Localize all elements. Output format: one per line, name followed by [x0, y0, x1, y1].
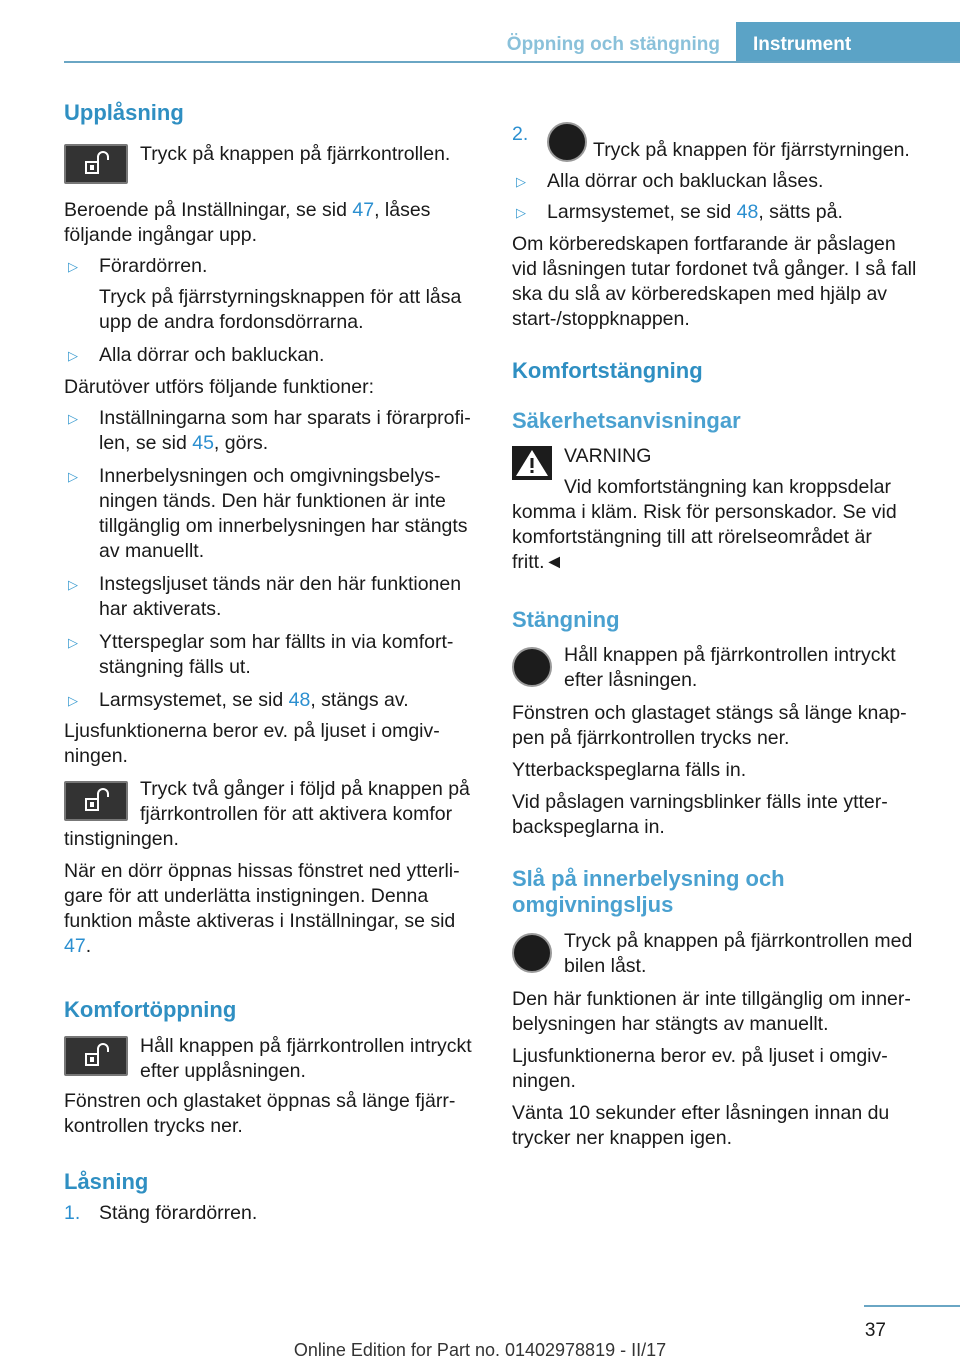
closing-instruction: Håll knappen på fjärrkontrollen intryckt efter låsningen. — [564, 644, 896, 691]
para-functions: Därutöver utförs följande funktioner: — [64, 376, 375, 398]
bmw-key-icon — [512, 933, 552, 973]
heading-comfort-closing: Komfortstängning — [512, 358, 703, 383]
header-chapter-tab[interactable]: Instrument — [736, 22, 960, 62]
bullet-triangle-icon: ▷ — [516, 205, 526, 220]
para-windows-close: Fönstren och glastaget stängs så länge knappen på fjärrkontrollen trycks ner. — [512, 702, 907, 749]
list-item: ▷ Innerbelysningen och omgivningsbelysningen tänds. Den här funktionen är inte tillgänglig om innerbelysningen har stängts av manuellt. — [68, 465, 468, 562]
list-item: ▷ Alla dörrar och bakluckan låses. — [516, 170, 824, 192]
bullet-triangle-icon: ▷ — [68, 411, 78, 426]
edition-note: Online Edition for Part no. 01402978819 - II/17 — [293, 1340, 667, 1360]
list-item: ▷ Inställningarna som har sparats i förarprofilen, se sid 45, görs. — [68, 407, 471, 454]
para-horn: Om körberedskapen fortfarande är påslagen vid låsningen tutar fordonet två gånger. I så fall ska du slå av körberedskapen med hjälp av start-/stoppknappen. — [512, 233, 917, 330]
page-link-47[interactable]: 47 — [64, 935, 86, 957]
page-link-45[interactable]: 45 — [192, 432, 214, 454]
bullet-triangle-icon: ▷ — [516, 174, 526, 189]
unlock-figure — [64, 142, 481, 192]
warning-figure — [512, 444, 926, 500]
para-light-functions: Ljusfunktionerna beror ev. på ljuset i omgivningen. — [512, 1045, 888, 1092]
list-item: ▷ Förardörren. Tryck på fjärrstyrningsknappen för att låsa upp de andra fordonsdörrarna. — [64, 254, 481, 335]
heading-locking: Låsning — [64, 1169, 149, 1194]
page-link-48[interactable]: 48 — [288, 689, 311, 711]
bullet-triangle-icon: ▷ — [68, 259, 78, 274]
para-wait: Vänta 10 sekunder efter låsningen innan du trycker ner knappen igen. — [512, 1102, 890, 1149]
bullet-triangle-icon: ▷ — [68, 469, 78, 484]
unlock-button-icon — [64, 1036, 128, 1076]
header-section-title: Öppning och stängning — [506, 34, 720, 55]
para-hazard-note: Vid påslagen varningsblinker fälls inte ytterbackspeglarna in. — [512, 791, 888, 838]
para-not-available: Den här funktionen är inte tillgänglig om innerbelysningen har stängts av manuellt. — [512, 988, 911, 1035]
warning-text: Vid komfortstängning kan kroppsdelar — [564, 476, 891, 498]
bullet-triangle-icon: ▷ — [68, 577, 78, 592]
bullet-triangle-icon: ▷ — [68, 693, 78, 708]
list-item: 1. Stäng förardörren. — [64, 1202, 258, 1224]
list-item: ▷ Alla dörrar och bakluckan. — [68, 344, 325, 366]
bmw-key-icon — [547, 122, 587, 162]
page-link-48[interactable]: 48 — [736, 201, 759, 223]
heading-closing: Stängning — [512, 607, 620, 632]
bullet-triangle-icon: ▷ — [68, 635, 78, 650]
list-item: ▷ Ytterspeglar som har fällts in via komfortstängning fälls ut. — [68, 631, 454, 678]
list-item: ▷ Larmsystemet, se sid 48, sätts på. — [516, 201, 843, 223]
warning-title: VARNING — [564, 445, 652, 467]
warning-continuation: komma i kläm. Risk för personskador. Se vid komfortstängning till att rörelseområdet är fritt.◄ — [512, 501, 897, 573]
para-windows-open: Fönstren och glastaket öppnas så länge fjärrkontrollen trycks ner. — [64, 1090, 456, 1137]
heading-unlock: Upplåsning — [64, 100, 184, 125]
comfort-open-figure — [64, 1034, 481, 1086]
list-item: 2. Tryck på knappen för fjärrstyrningen. — [512, 123, 910, 161]
unlock-button-icon — [64, 781, 128, 821]
unlock-instruction: Tryck på knappen på fjärrkontrollen. — [140, 143, 451, 165]
header-rule — [64, 61, 960, 63]
list-item: ▷ Larmsystemet, se sid 48, stängs av. — [68, 689, 409, 711]
para-window-lower: När en dörr öppnas hissas fönstret ned ytterligare för att underlätta instigningen. Denna funktion måste aktiveras i Inställningar, se sid 47. — [64, 860, 460, 957]
heading-comfort-opening: Komfortöppning — [64, 997, 237, 1022]
unlock-button-icon — [64, 144, 128, 184]
para-light-functions: Ljusfunktionerna beror ev. på ljuset i omgivningen. — [64, 720, 440, 767]
page-link-47[interactable]: 47 — [352, 199, 375, 221]
warning-triangle-icon — [512, 446, 552, 480]
right-column — [512, 100, 926, 1151]
para-settings: Beroende på Inställningar, se sid 47, låses följande ingångar upp. — [64, 199, 431, 246]
interior-light-figure — [512, 929, 926, 979]
para-mirrors-fold: Ytterbackspeglarna fälls in. — [512, 759, 747, 781]
bmw-key-icon — [512, 647, 552, 687]
page-number: 37 — [864, 1320, 886, 1341]
comfort-open-instruction: Håll knappen på fjärrkontrollen intryckt efter upplåsningen. — [140, 1035, 472, 1082]
list-item: ▷ Instegsljuset tänds när den här funktionen har aktiverats. — [68, 573, 462, 620]
comfort-entry-instruction: Tryck två gånger i följd på knappen på fjärrkontrollen för att aktivera komfor — [140, 778, 470, 825]
list-subitem: Tryck på fjärrstyrningsknappen för att låsa upp de andra fordonsdörrarna. — [99, 286, 462, 333]
footer-rule — [864, 1305, 960, 1307]
heading-safety: Säkerhetsanvisningar — [512, 408, 741, 433]
comfort-entry-figure — [64, 777, 481, 827]
heading-interior-light: Slå på innerbelysning och omgivningsljus — [512, 866, 785, 917]
closing-figure — [512, 643, 926, 693]
comfort-entry-continuation: tinstigningen. — [64, 828, 179, 850]
bullet-triangle-icon: ▷ — [68, 348, 78, 363]
interior-light-instruction: Tryck på knappen på fjärrkontrollen med bilen låst. — [564, 930, 913, 977]
left-column — [64, 100, 481, 1226]
